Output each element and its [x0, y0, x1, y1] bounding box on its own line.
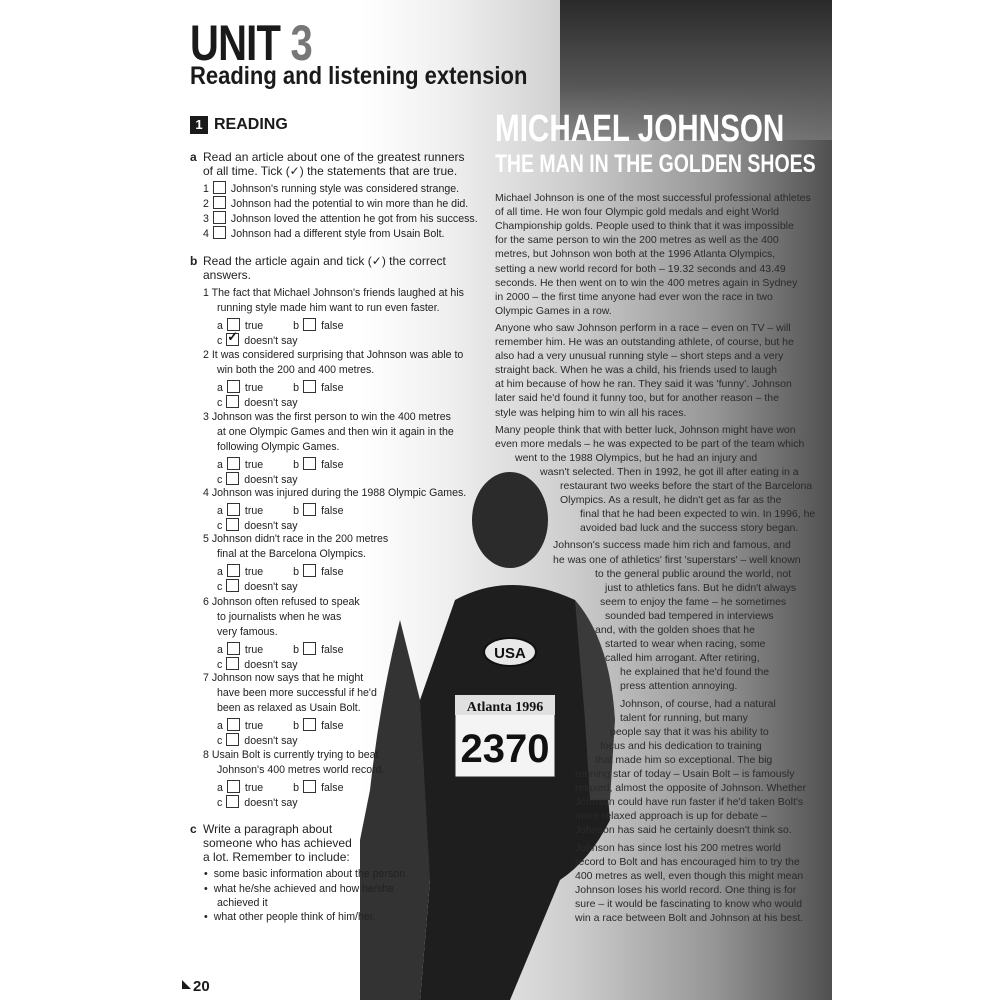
article-line: straight back. When he was a child, his friends used to laugh	[495, 364, 777, 377]
option-doesnt-say-label: doesn't say	[244, 735, 298, 747]
article-line: Johnson has said he certainly doesn't think so.	[575, 824, 792, 837]
question-text	[217, 364, 374, 377]
option-true-label: true	[244, 320, 264, 332]
question-line: Johnson was the first person to win the 400 metres	[211, 411, 451, 423]
statement-number: 2	[203, 198, 209, 210]
answer-checkbox[interactable]	[227, 457, 240, 470]
option-a-letter: a	[217, 459, 223, 471]
answer-options-row	[217, 718, 343, 733]
answer-checkbox[interactable]	[226, 395, 239, 408]
question-text	[203, 672, 363, 685]
statement-row	[203, 181, 459, 196]
section-heading	[190, 116, 288, 134]
option-true-label: true	[244, 505, 264, 517]
answer-options-row	[217, 733, 298, 748]
task-c-instruction: Write a paragraph about	[203, 822, 333, 836]
question-line: Johnson didn't race in the 200 metres	[211, 533, 389, 545]
answer-checkbox[interactable]	[226, 333, 239, 346]
bullet-item: • some basic information about the person	[204, 868, 405, 881]
answer-options-row	[217, 333, 298, 348]
statement-text: Johnson had the potential to win more than he did.	[230, 198, 469, 210]
answer-options-row	[217, 395, 298, 410]
article-line: in 2000 – the first time anyone had ever won the race in two	[495, 290, 773, 303]
section-title: READING	[214, 116, 288, 133]
article-line: avoided bad luck and the success story began.	[580, 522, 799, 535]
statement-number: 4	[203, 228, 209, 240]
article-line: win a race between Bolt and Johnson at his best.	[575, 912, 804, 924]
answer-checkbox[interactable]	[226, 579, 239, 592]
answer-checkbox[interactable]	[303, 318, 316, 331]
answer-options-row	[217, 472, 298, 487]
answer-checkbox[interactable]	[227, 380, 240, 393]
article-line: Olympic Games in a row.	[495, 304, 612, 317]
article-line: at him because of how he ran. They said it was 'funny'. Johnson	[495, 378, 792, 391]
question-line: win both the 200 and 400 metres.	[217, 364, 375, 376]
answer-options-row	[217, 457, 343, 472]
answer-checkbox[interactable]	[226, 795, 239, 808]
unit-word: UNIT	[190, 15, 281, 71]
option-b-letter: b	[293, 320, 300, 332]
article-subheadline: THE MAN IN THE GOLDEN SHOES	[495, 150, 816, 178]
option-c-letter: c	[217, 735, 223, 747]
question-text	[203, 749, 379, 762]
answer-checkbox[interactable]	[226, 518, 239, 531]
answer-checkbox[interactable]	[213, 196, 226, 209]
question-line: Johnson now says that he might	[211, 672, 364, 684]
answer-checkbox[interactable]	[303, 564, 316, 577]
answer-options-row	[217, 380, 343, 395]
option-c-letter: c	[217, 581, 223, 593]
option-false-label: false	[321, 382, 344, 394]
question-line: The fact that Michael Johnson's friends laughed at his	[211, 287, 464, 299]
bullet-item: achieved it	[217, 897, 268, 909]
question-line: to journalists when he was	[217, 611, 342, 623]
question-line: final at the Barcelona Olympics.	[217, 548, 366, 560]
article-line: style was helping him to win all his races.	[495, 406, 687, 419]
question-line: It was considered surprising that Johnson was able to	[211, 349, 464, 361]
question-text	[203, 596, 360, 609]
option-false-label: false	[321, 320, 344, 332]
answer-checkbox[interactable]	[213, 211, 226, 224]
article-line: talent for running, but many	[620, 711, 748, 724]
article-line: more relaxed approach is up for debate –	[575, 810, 768, 823]
section-number: 1	[190, 116, 208, 134]
question-number: 1	[203, 287, 209, 299]
answer-options-row	[217, 657, 298, 672]
option-false-label: false	[321, 720, 344, 732]
question-line: Johnson often refused to speak	[211, 596, 360, 608]
question-number: 5	[203, 533, 209, 545]
task-c-instruction: someone who has achieved	[203, 836, 352, 850]
option-true-label: true	[244, 382, 264, 394]
article-headline: MICHAEL JOHNSON	[495, 108, 785, 150]
corner-marker	[182, 980, 191, 989]
question-line: very famous.	[217, 626, 278, 638]
article-line: Many people think that with better luck, Johnson might have won	[495, 423, 796, 436]
article-line: sounded bad tempered in interviews	[605, 609, 774, 622]
article-line: running star of today – Usain Bolt – is famously	[575, 768, 795, 780]
answer-options-row	[217, 518, 298, 533]
statement-number: 1	[203, 183, 209, 195]
question-line: have been more successful if he'd	[217, 687, 377, 699]
question-text	[217, 548, 366, 561]
answer-checkbox[interactable]	[303, 457, 316, 470]
option-b-letter: b	[293, 720, 300, 732]
article-line: 400 metres as well, even though this might mean	[575, 869, 804, 882]
option-doesnt-say-label: doesn't say	[244, 474, 298, 486]
answer-options-row	[217, 642, 343, 657]
article-line: he explained that he'd found the	[620, 666, 770, 679]
article-line: final that he had been expected to win. In 1996, he	[580, 508, 816, 521]
article-line: wasn't selected. Then in 1992, he got ill after eating in a	[540, 465, 799, 478]
answer-checkbox[interactable]	[213, 181, 226, 194]
article-line: restaurant two weeks before the start of the Barcelona	[560, 480, 813, 492]
answer-checkbox[interactable]	[227, 503, 240, 516]
option-doesnt-say-label: doesn't say	[244, 797, 298, 809]
article-line: went to the 1988 Olympics, but he had an injury and	[515, 451, 758, 464]
page-number	[182, 978, 210, 995]
task-c-label: c	[190, 822, 197, 836]
question-line: following Olympic Games.	[217, 441, 340, 453]
option-true-label: true	[244, 644, 264, 656]
statement-row	[203, 211, 478, 226]
option-doesnt-say-label: doesn't say	[244, 581, 298, 593]
article-line: called him arrogant. After retiring,	[605, 652, 760, 665]
article-line: for the same person to win the 200 metres as well as the 400	[495, 234, 779, 247]
question-number: 2	[203, 349, 209, 361]
statement-text: Johnson's running style was considered strange.	[230, 183, 460, 195]
article-line: Johnson loses his world record. One thing is for	[575, 883, 797, 896]
bib-brand: Atlanta 1996	[466, 700, 544, 715]
option-a-letter: a	[217, 320, 223, 332]
article-line: record to Bolt and has encouraged him to try the	[575, 855, 800, 868]
answer-options-row	[217, 579, 298, 594]
option-true-label: true	[244, 782, 264, 794]
task-b-instruction: Read the article again and tick (✓) the correct	[203, 254, 446, 268]
answer-checkbox[interactable]	[303, 380, 316, 393]
question-line: at one Olympic Games and then win it again in the	[217, 426, 454, 438]
question-text	[203, 487, 466, 500]
question-line: Johnson was injured during the 1988 Olympic Games.	[211, 487, 467, 499]
article-line: just to athletics fans. But he didn't always	[605, 581, 797, 594]
article-line: setting a new world record for both – 19.32 seconds and 43.49	[495, 262, 786, 275]
article-line: Championship golds. People used to think that it was impossible	[495, 220, 794, 233]
answer-checkbox[interactable]	[226, 733, 239, 746]
article-line: Johnson, of course, had a natural	[620, 697, 776, 710]
option-a-letter: a	[217, 382, 223, 394]
article-line: of all time. He won four Olympic gold medals and eight World	[495, 206, 780, 219]
option-a-letter: a	[217, 505, 223, 517]
statement-row	[203, 226, 444, 241]
article-line: he was one of athletics' first 'superstars' – well known	[553, 553, 801, 566]
question-number: 4	[203, 487, 209, 499]
article-line: sure – it would be fascinating to know who would	[575, 897, 803, 910]
task-a-instruction: of all time. Tick (✓) the statements that are true.	[203, 164, 458, 178]
question-text	[217, 626, 278, 639]
task-b-label: b	[190, 254, 198, 268]
article-line: also had a very unusual running style – short steps and a very	[495, 350, 784, 363]
answer-checkbox[interactable]	[213, 226, 226, 239]
option-c-letter: c	[217, 797, 223, 809]
option-true-label: true	[244, 459, 264, 471]
question-text	[217, 611, 341, 624]
answer-checkbox[interactable]	[227, 642, 240, 655]
question-text	[203, 349, 463, 362]
bullet-item: • what other people think of him/her.	[204, 911, 376, 924]
article-line: Michael Johnson is one of the most successful professional athletes	[495, 192, 811, 204]
option-a-letter: a	[217, 782, 223, 794]
unit-number: 3	[290, 15, 312, 71]
option-false-label: false	[321, 566, 344, 578]
article-line: and, with the golden shoes that he	[595, 624, 755, 636]
option-c-letter: c	[217, 520, 223, 532]
statement-row	[203, 196, 468, 211]
answer-checkbox[interactable]	[227, 718, 240, 731]
option-c-letter: c	[217, 335, 223, 347]
statement-number: 3	[203, 213, 209, 225]
question-text	[217, 302, 440, 315]
question-number: 7	[203, 672, 209, 684]
article-line: Olympics. As a result, he didn't get as far as the	[560, 494, 782, 507]
question-number: 3	[203, 411, 209, 423]
question-line: been as relaxed as Usain Bolt.	[217, 702, 361, 714]
answer-options-row	[217, 564, 343, 579]
answer-checkbox[interactable]	[303, 718, 316, 731]
page-number-text: 20	[193, 978, 210, 995]
bib-number: 2370	[460, 727, 550, 771]
question-number: 6	[203, 596, 209, 608]
option-false-label: false	[321, 644, 344, 656]
article-line: Johnson's success made him rich and famous, and	[553, 539, 791, 552]
page-subtitle: Reading and listening extension	[190, 62, 528, 90]
article-line: press attention annoying.	[620, 680, 738, 693]
option-c-letter: c	[217, 397, 223, 409]
option-a-letter: a	[217, 566, 223, 578]
option-false-label: false	[321, 505, 344, 517]
question-number: 8	[203, 749, 209, 761]
question-line: Usain Bolt is currently trying to beat	[211, 749, 379, 761]
answer-checkbox[interactable]	[303, 503, 316, 516]
article-line: seconds. He then went on to win the 400 metres again in Sydney	[495, 276, 798, 289]
article-line: people say that it was his ability to	[610, 725, 769, 738]
question-text	[203, 411, 451, 424]
answer-checkbox[interactable]	[227, 780, 240, 793]
right-margin	[832, 0, 1000, 1000]
option-b-letter: b	[293, 566, 300, 578]
article-line: Johnson could have run faster if he'd taken Bolt's	[575, 796, 804, 809]
question-line: Johnson's 400 metres world record.	[217, 764, 385, 776]
option-b-letter: b	[293, 382, 300, 394]
question-line: running style made him want to run even faster.	[217, 302, 440, 314]
article-line: later said he'd found it funny too, but for another reason – the	[495, 392, 779, 405]
option-c-letter: c	[217, 659, 223, 671]
option-c-letter: c	[217, 474, 223, 486]
article-line: remember him. He was an outstanding athlete, of course, but he	[495, 336, 794, 348]
option-doesnt-say-label: doesn't say	[244, 659, 298, 671]
option-doesnt-say-label: doesn't say	[244, 335, 298, 347]
statement-text: Johnson had a different style from Usain Bolt.	[230, 228, 445, 240]
article-line: started to wear when racing, some	[605, 638, 766, 651]
option-false-label: false	[321, 459, 344, 471]
article-line: relaxed, almost the opposite of Johnson. Whether	[575, 782, 807, 795]
shirt-text: USA	[494, 645, 526, 662]
question-text	[203, 533, 388, 546]
option-b-letter: b	[293, 459, 300, 471]
article-line: seem to enjoy the fame – he sometimes	[600, 595, 787, 608]
statement-text: Johnson loved the attention he got from his success.	[230, 213, 478, 225]
answer-options-row	[217, 503, 343, 518]
option-b-letter: b	[293, 505, 300, 517]
option-doesnt-say-label: doesn't say	[244, 397, 298, 409]
answer-checkbox[interactable]	[227, 564, 240, 577]
bullet-item: • what he/she achieved and how he/she	[204, 883, 394, 896]
task-a-label: a	[190, 150, 197, 164]
question-text	[217, 687, 377, 700]
question-text	[217, 426, 454, 439]
option-b-letter: b	[293, 644, 300, 656]
task-a-instruction: Read an article about one of the greatest runners	[203, 150, 465, 164]
option-doesnt-say-label: doesn't say	[244, 520, 298, 532]
article-line: metres, but Johnson won both at the 1996 Atlanta Olympics,	[495, 248, 776, 261]
answer-checkbox[interactable]	[303, 642, 316, 655]
article-line: that made him so exceptional. The big	[595, 753, 773, 766]
option-true-label: true	[244, 566, 264, 578]
option-true-label: true	[244, 720, 264, 732]
answer-options-row	[217, 780, 343, 795]
option-a-letter: a	[217, 644, 223, 656]
option-b-letter: b	[293, 782, 300, 794]
answer-checkbox[interactable]	[226, 657, 239, 670]
option-a-letter: a	[217, 720, 223, 732]
answer-checkbox[interactable]	[226, 472, 239, 485]
article-line: focus and his dedication to training	[600, 739, 762, 752]
question-text	[217, 441, 339, 454]
question-text	[203, 287, 464, 300]
option-false-label: false	[321, 782, 344, 794]
article-line: even more medals – he was expected to be part of the team which	[495, 437, 805, 450]
question-text	[217, 764, 384, 777]
article-line: Anyone who saw Johnson perform in a race – even on TV – will	[495, 321, 791, 334]
task-b-instruction: answers.	[203, 268, 252, 282]
answer-checkbox[interactable]	[303, 780, 316, 793]
task-c-instruction: a lot. Remember to include:	[203, 850, 350, 864]
question-text	[217, 702, 361, 715]
answer-options-row	[217, 795, 298, 810]
article-line: to the general public around the world, not	[595, 567, 792, 580]
article-line: Johnson has since lost his 200 metres world	[575, 841, 782, 854]
